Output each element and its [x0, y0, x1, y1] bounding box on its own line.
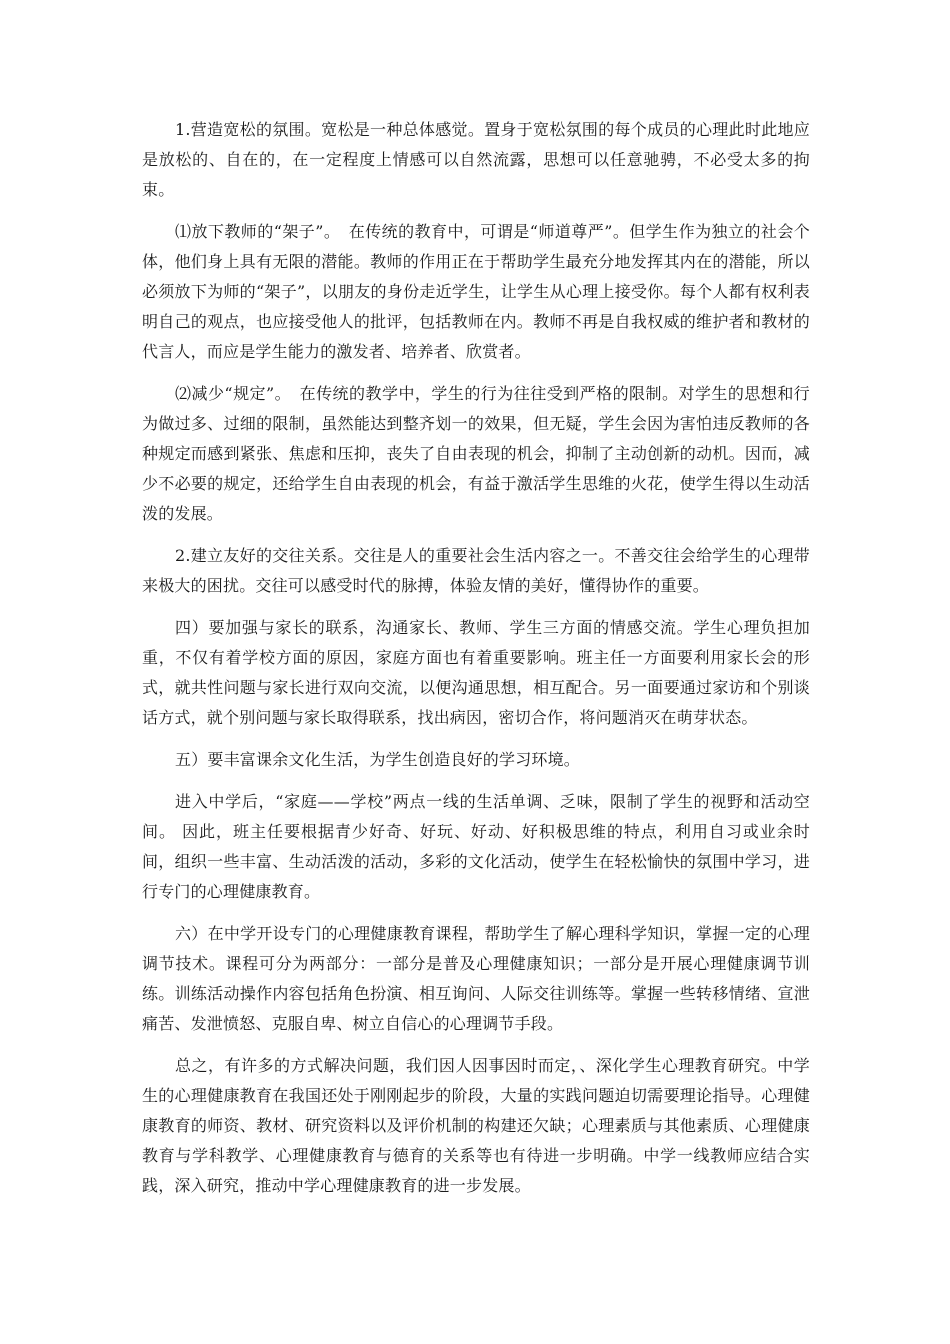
document-body — [142, 115, 810, 1213]
paragraph-8: 六）在中学开设专门的心理健康教育课程，帮助学生了解心理科学知识，掌握一定的心理调节技术。课程可分为两部分：一部分是普及心理健康知识；一部分是开展心理健康调节训练。训练活动操作内容包括角色扮演、相互询问、人际交往训练等。掌握一些转移情绪、宣泄痛苦、发泄愤怒、克服自卑、树立自信心的心理调节手段。 — [142, 924, 810, 1033]
paragraph-9: 总之，有许多的方式解决问题，我们因人因事因时而定，、深化学生心理教育研究。中学生的心理健康教育在我国还处于刚刚起步的阶段，大量的实践问题迫切需要理论指导。心理健康教育的师资、教材、研究资料以及评价机制的构建还欠缺；心理素质与其他素质、心理健康教育与学科教学、心理健康教育与德育的关系等也有待进一步明确。中学一线教师应结合实践，深入研究，推动中学心理健康教育的进一步发展。 — [142, 1056, 810, 1195]
paragraph-7: 进入中学后，“家庭——学校”两点一线的生活单调、乏味，限制了学生的视野和活动空间。 因此，班主任要根据青少好奇、好玩、好动、好积极思维的特点，利用自习或业余时间，组织一些丰富、生动活泼的活动，多彩的文化活动，使学生在轻松愉快的氛围中学习，进行专门的心理健康教育。 — [142, 792, 810, 901]
paragraph-2: ⑴放下教师的“架子”。 在传统的教育中，可谓是“师道尊严”。但学生作为独立的社会个体，他们身上具有无限的潜能。教师的作用正在于帮助学生最充分地发挥其内在的潜能，所以必须放下为师的“架子”，以朋友的身份走近学生，让学生从心理上接受你。每个人都有权利表明自己的观点，也应接受他人的批评，包括教师在内。教师不再是自我权威的维护者和教材的代言人，而应是学生能力的激发者、培养者、欣赏者。 — [142, 222, 810, 361]
paragraph-4: 2.建立友好的交往关系。交往是人的重要社会生活内容之一。不善交往会给学生的心理带来极大的困扰。交往可以感受时代的脉搏，体验友情的美好，懂得协作的重要。 — [142, 546, 810, 595]
paragraph-5: 四）要加强与家长的联系，沟通家长、教师、学生三方面的情感交流。学生心理负担加重，不仅有着学校方面的原因，家庭方面也有着重要影响。班主任一方面要利用家长会的形式，就共性问题与家长进行双向交流，以便沟通思想，相互配合。另一面要通过家访和个别谈话方式，就个别问题与家长取得联系，找出病因，密切合作，将问题消灭在萌芽状态。 — [142, 618, 810, 727]
paragraph-6: 五）要丰富课余文化生活，为学生创造良好的学习环境。 — [175, 750, 581, 769]
paragraph-1: 1.营造宽松的氛围。宽松是一种总体感觉。置身于宽松氛围的每个成员的心理此时此地应是放松的、自在的，在一定程度上情感可以自然流露，思想可以任意驰骋，不必受太多的拘束。 — [142, 120, 810, 199]
paragraph-3: ⑵减少“规定”。 在传统的教学中，学生的行为往往受到严格的限制。对学生的思想和行为做过多、过细的限制，虽然能达到整齐划一的效果，但无疑，学生会因为害怕违反教师的各种规定而感到紧张、焦虑和压抑，丧失了自由表现的机会，抑制了主动创新的动机。因而，减少不必要的规定，还给学生自由表现的机会，有益于激活学生思维的火花，使学生得以生动活泼的发展。 — [142, 384, 810, 523]
